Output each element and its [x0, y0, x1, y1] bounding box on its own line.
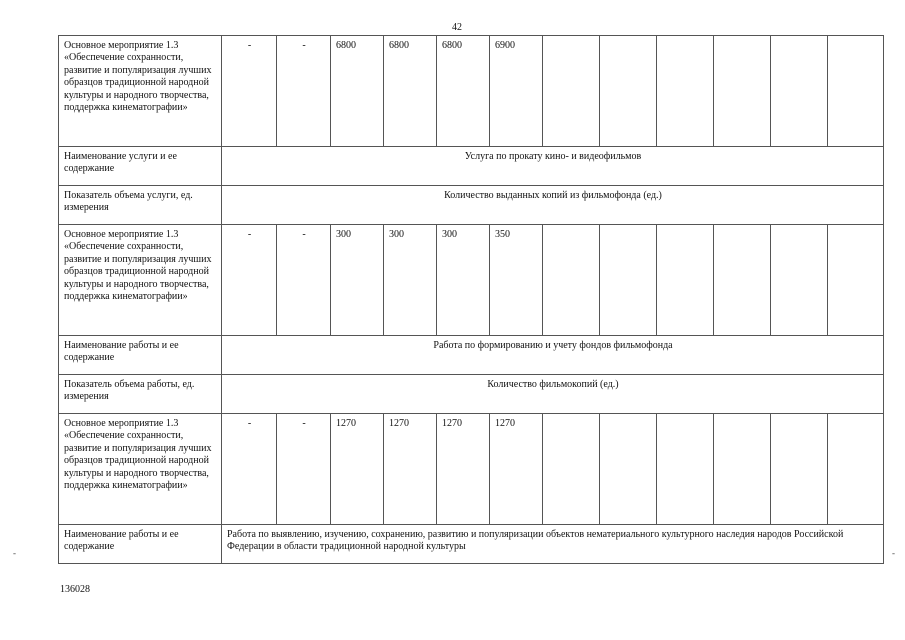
value-cell — [828, 36, 884, 147]
table-row — [59, 375, 884, 414]
value-cell — [657, 36, 714, 147]
row-label: Показатель объема услуги, ед. измерения — [59, 186, 222, 225]
value-cell — [771, 225, 828, 336]
table-row — [59, 36, 884, 147]
value-cell: - — [222, 414, 277, 525]
value-cell — [714, 36, 771, 147]
service-indicator: Количество выданных копий из фильмофонда (ед.) — [222, 186, 884, 225]
value-cell: - — [222, 36, 277, 147]
value-cell: 1270 — [384, 414, 437, 525]
value-cell — [543, 414, 600, 525]
value-cell — [600, 36, 657, 147]
value-cell: - — [277, 414, 331, 525]
work-name: Работа по выявлению, изучению, сохранению, развитию и популяризации объектов нематериального культурного наследия народов Российской Федерации в области традиционной народной культуры — [222, 525, 884, 564]
table-row — [59, 225, 884, 336]
value-cell — [657, 225, 714, 336]
table-row — [59, 147, 884, 186]
margin-mark-right: - — [892, 548, 895, 558]
value-cell — [543, 225, 600, 336]
value-cell: 300 — [384, 225, 437, 336]
row-label: Показатель объема работы, ед. измерения — [59, 375, 222, 414]
value-cell — [714, 225, 771, 336]
value-cell: 6800 — [331, 36, 384, 147]
row-label: Наименование работы и ее содержание — [59, 336, 222, 375]
value-cell: 350 — [490, 225, 543, 336]
value-cell: 1270 — [331, 414, 384, 525]
row-label: Наименование работы и ее содержание — [59, 525, 222, 564]
value-cell — [600, 225, 657, 336]
value-cell — [828, 414, 884, 525]
indicators-table — [58, 35, 884, 564]
margin-mark-left: - — [13, 548, 16, 558]
table-row — [59, 525, 884, 564]
value-cell: 6800 — [437, 36, 490, 147]
activity-label: Основное мероприятие 1.3 «Обеспечение сохранности, развитие и популяризация лучших образцов традиционной народной культуры и народного творчества, поддержка кинематографии» — [59, 414, 222, 525]
table-row — [59, 336, 884, 375]
activity-label: Основное мероприятие 1.3 «Обеспечение сохранности, развитие и популяризация лучших образцов традиционной народной культуры и народного творчества, поддержка кинематографии» — [59, 36, 222, 147]
document-code: 136028 — [60, 584, 90, 595]
work-name: Работа по формированию и учету фондов фильмофонда — [222, 336, 884, 375]
value-cell: 6800 — [384, 36, 437, 147]
table-row — [59, 186, 884, 225]
value-cell — [828, 225, 884, 336]
value-cell: 300 — [331, 225, 384, 336]
table-row — [59, 414, 884, 525]
value-cell: 1270 — [437, 414, 490, 525]
activity-label: Основное мероприятие 1.3 «Обеспечение сохранности, развитие и популяризация лучших образцов традиционной народной культуры и народного творчества, поддержка кинематографии» — [59, 225, 222, 336]
work-indicator: Количество фильмокопий (ед.) — [222, 375, 884, 414]
value-cell — [771, 414, 828, 525]
value-cell: - — [222, 225, 277, 336]
value-cell — [543, 36, 600, 147]
service-name: Услуга по прокату кино- и видеофильмов — [222, 147, 884, 186]
page-number: 42 — [452, 22, 462, 33]
value-cell: - — [277, 36, 331, 147]
value-cell: - — [277, 225, 331, 336]
value-cell: 300 — [437, 225, 490, 336]
value-cell — [714, 414, 771, 525]
value-cell — [657, 414, 714, 525]
value-cell — [771, 36, 828, 147]
row-label: Наименование услуги и ее содержание — [59, 147, 222, 186]
value-cell — [600, 414, 657, 525]
value-cell: 1270 — [490, 414, 543, 525]
value-cell: 6900 — [490, 36, 543, 147]
